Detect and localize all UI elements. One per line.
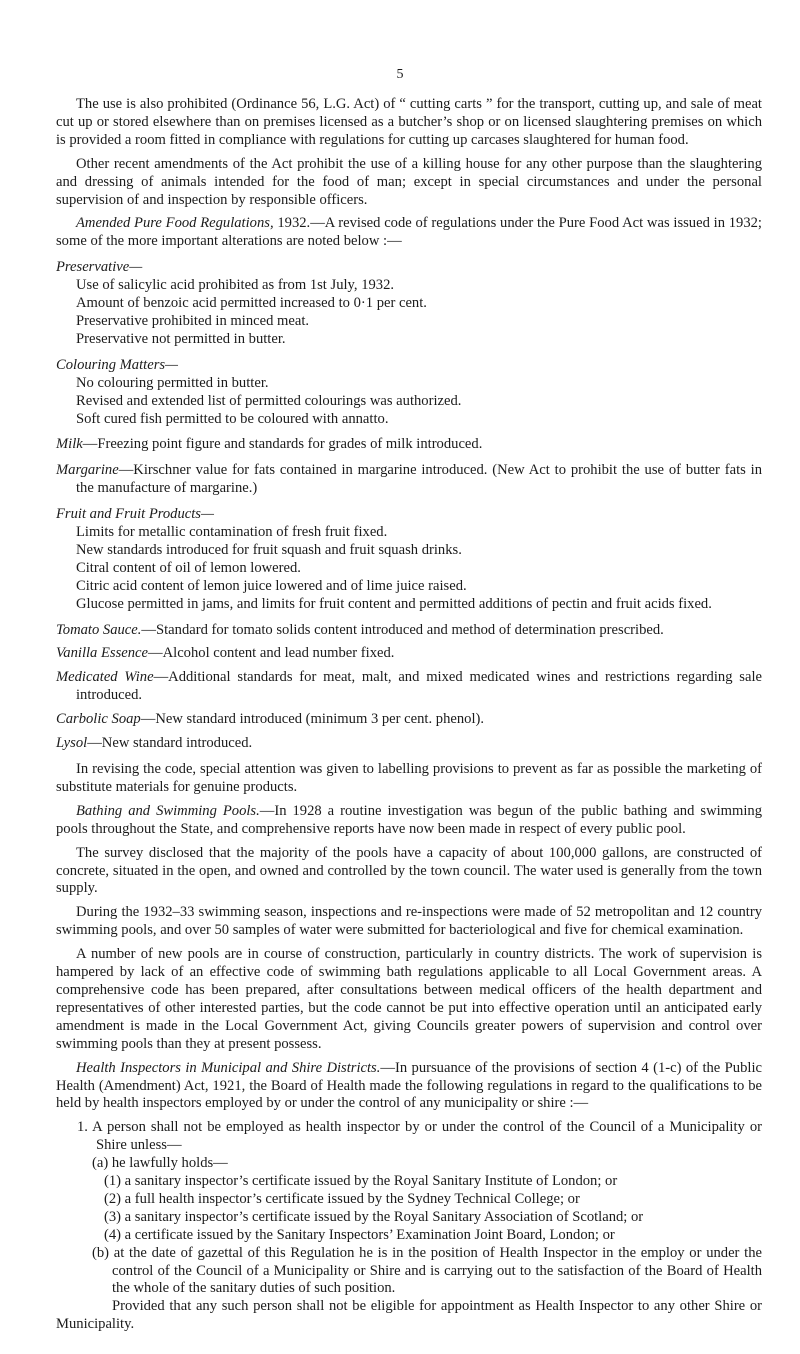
- section-heading: Bathing and Swimming Pools.: [76, 802, 260, 819]
- entry-title: Lysol: [56, 735, 88, 752]
- entry-text: —Freezing point figure and standards for grades of milk introduced.: [82, 436, 483, 453]
- entry-title: Carbolic Soap: [56, 711, 141, 728]
- entry-title: Margarine: [56, 462, 119, 479]
- list-item: Citric acid content of lemon juice lowered and of lime juice raised.: [76, 577, 467, 594]
- entry-carbolic-soap: [56, 711, 762, 729]
- subsection-title: Fruit and Fruit Products—: [56, 506, 214, 523]
- paragraph-text: 1932.—A revised code of regulations under the Pure Food Act was issued in 1932; some of the more important alterations are noted below :—: [56, 215, 762, 250]
- paragraph-labelling: In revising the code, special attention was given to labelling provisions to prevent as far as possible the marketing of substitute materials for genuine products.: [56, 761, 762, 795]
- list-item: Revised and extended list of permitted colourings was authorized.: [76, 392, 462, 409]
- paragraph-cutting-carts: The use is also prohibited (Ordinance 56, L.G. Act) of “ cutting carts ” for the transport, cutting up, and sale of meat cut up or stored elsewhere than on premises licensed as a butcher’s shop or on licensed slaughtering premises on which is provided a room fitted in compliance with regulations for cutting up carcases slaughtered for human food.: [56, 96, 762, 148]
- entry-title: Milk: [56, 436, 83, 453]
- paragraph-new-pools: A number of new pools are in course of construction, particularly in country districts. The work of supervision is hampered by lack of an effective code of swimming bath regulations applicable to all Local Government areas. A comprehensive code has been prepared, after consultations between medical officers of the health department and representatives of other interested parties, but the code cannot be put into effective operation until an anticipated early amendment is made in the Local Government Act, giving Councils greater powers of supervision and control over swimming pools than they at present possess.: [56, 946, 762, 1052]
- paragraph-killing-house: Other recent amendments of the Act prohibit the use of a killing house for any other purpose than the slaughtering and dressing of animals intended for the food of man; except in special circumstances and under the personal supervision of and inspection by responsible officers.: [56, 155, 762, 208]
- list-item: Limits for metallic contamination of fresh fruit fixed.: [76, 524, 388, 541]
- regulation-clause-a: (a) he lawfully holds—: [92, 1155, 228, 1172]
- entry-text: —Alcohol content and lead number fixed.: [148, 645, 395, 662]
- entry-margarine: [56, 462, 762, 498]
- regulation-item: (2) a full health inspector’s certificate issued by the Sydney Technical College; or: [104, 1190, 580, 1207]
- entry-vanilla-essence: [56, 645, 762, 663]
- regulation-proviso: Provided that any such person shall not be eligible for appointment as Health Inspector to any other Shire or Municipality.: [56, 1298, 762, 1333]
- paragraph-bathing-pools: [56, 803, 762, 839]
- list-item: Amount of benzoic acid permitted increased to 0·1 per cent.: [76, 295, 427, 312]
- regulation-item: (3) a sanitary inspector’s certificate issued by the Royal Sanitary Association of Scotland; or: [104, 1208, 644, 1225]
- list-item: Use of salicylic acid prohibited as from 1st July, 1932.: [76, 277, 395, 294]
- section-heading: Health Inspectors in Municipal and Shire Districts.: [76, 1059, 381, 1076]
- regulation-1: 1. A person shall not be employed as health inspector by or under the control of the Council of a Municipality or Shire unless—: [77, 1119, 762, 1154]
- entry-text: —New standard introduced (minimum 3 per cent. phenol).: [140, 711, 485, 728]
- regulation-item: (4) a certificate issued by the Sanitary Inspectors’ Examination Joint Board, London; or: [104, 1226, 615, 1243]
- entry-text: —New standard introduced.: [87, 735, 253, 752]
- regulation-clause-b: (b) at the date of gazettal of this Regulation he is in the position of Health Inspector in the employ or under the control of the Council of a Municipality or Shire and is carrying out to the satisfaction of the Board of Health the whole of the sanitary duties of such position.: [92, 1244, 762, 1297]
- list-item: No colouring permitted in butter.: [76, 374, 269, 391]
- paragraph-health-inspectors: [56, 1060, 762, 1114]
- entry-tomato-sauce: [56, 622, 762, 640]
- list-item: Preservative not permitted in butter.: [76, 330, 286, 347]
- paragraph-text: —In pursuance of the provisions of section 4 (1-c) of the Public Health (Amendment) Act, 1921, the Board of Health made the following regulations in regard to the qualifications to be held by health inspectors employed by or under the control of any municipality or shire :—: [56, 1059, 762, 1112]
- paragraph-text: —In 1928 a routine investigation was begun of the public bathing and swimming pools throughout the State, and comprehensive reports have now been made in respect of every public pool.: [56, 802, 763, 837]
- subsection-title: Colouring Matters—: [56, 356, 179, 373]
- subsection-title: Preservative—: [56, 259, 143, 276]
- entry-milk: [56, 436, 762, 454]
- document-page: [56, 96, 762, 1334]
- list-item: Soft cured fish permitted to be coloured with annatto.: [76, 410, 389, 427]
- subsection-heading-preservative: [56, 259, 762, 277]
- entry-title: Tomato Sauce.: [56, 621, 142, 638]
- subsection-heading-colouring: [56, 357, 762, 375]
- regulation-item: (1) a sanitary inspector’s certificate issued by the Royal Sanitary Institute of London; or: [104, 1173, 618, 1190]
- entry-lysol: [56, 735, 762, 753]
- paragraph-amended-regulations: [56, 215, 762, 251]
- paragraph-survey: The survey disclosed that the majority of the pools have a capacity of about 100,000 gallons, are constructed of concrete, situated in the open, and owned and controlled by the town council. The water used is generally from the town supply.: [56, 844, 762, 897]
- entry-medicated-wine: [56, 669, 762, 705]
- list-item: New standards introduced for fruit squash and fruit squash drinks.: [76, 541, 462, 558]
- paragraph-inspections: During the 1932–33 swimming season, inspections and re-inspections were made of 52 metropolitan and 12 country swimming pools, and over 50 samples of water were submitted for bacteriological and five for chemical examination.: [56, 904, 762, 939]
- entry-text: —Kirschner value for fats contained in margarine introduced. (New Act to prohibit the use of butter fats in the manufacture of margarine.): [76, 462, 762, 497]
- list-item: Citral content of oil of lemon lowered.: [76, 559, 301, 576]
- subsection-heading-fruit: [56, 506, 762, 524]
- list-item: Preservative prohibited in minced meat.: [76, 312, 310, 329]
- entry-title: Medicated Wine: [56, 669, 154, 686]
- entry-title: Vanilla Essence: [56, 645, 149, 662]
- entry-text: —Standard for tomato solids content introduced and method of determination prescribed.: [141, 621, 664, 638]
- section-heading: Amended Pure Food Regulations,: [76, 215, 274, 232]
- list-item: Glucose permitted in jams, and limits for fruit content and permitted additions of pectin and fruit acids fixed.: [76, 595, 712, 612]
- page-number: 5: [396, 67, 404, 82]
- entry-text: —Additional standards for meat, malt, and mixed medicated wines and restrictions regarding sale introduced.: [76, 669, 762, 704]
